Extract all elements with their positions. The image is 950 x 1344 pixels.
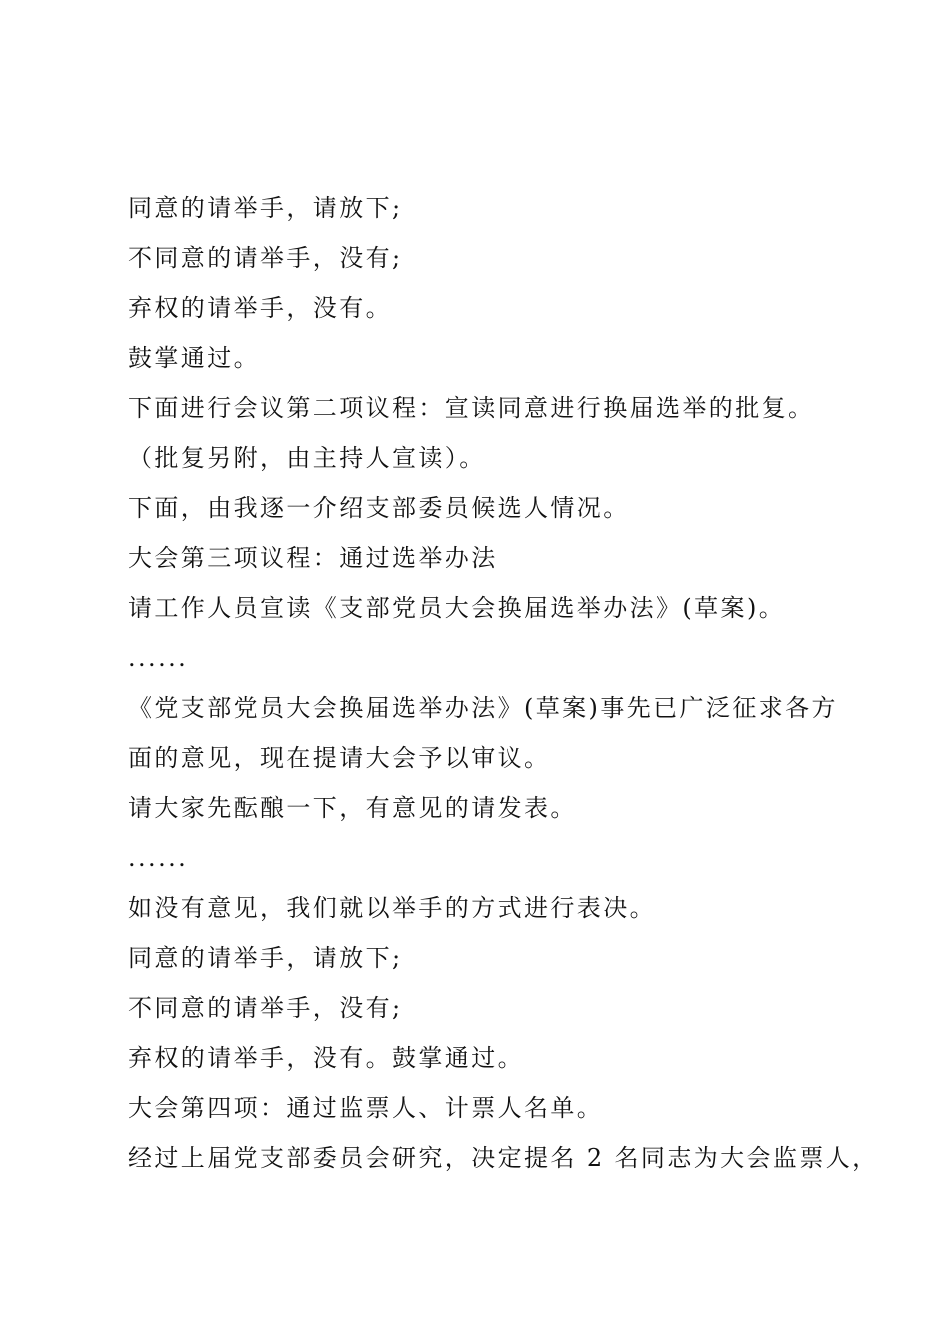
text-line: 不同意的请举手，没有; [128,244,403,272]
ellipsis-line: ...... [128,644,189,672]
text-line: 请工作人员宣读《支部党员大会换届选举办法》(草案)。 [128,594,786,622]
text-line: 同意的请举手，请放下; [128,194,403,222]
text-line: 如没有意见，我们就以举手的方式进行表决。 [128,894,656,922]
ellipsis-line: ...... [128,844,189,872]
text-line: 大会第四项：通过监票人、计票人名单。 [128,1094,604,1122]
text-line: 弃权的请举手，没有。 [128,294,392,322]
text-line: 请大家先酝酿一下，有意见的请发表。 [128,794,577,822]
text-line: （批复另附，由主持人宣读）。 [128,444,486,472]
text-line: 弃权的请举手，没有。鼓掌通过。 [128,1044,524,1072]
text-line: 下面，由我逐一介绍支部委员候选人情况。 [128,494,630,522]
text-line: 经过上届党支部委员会研究，决定提名 2 名同志为大会监票人， [128,1144,879,1172]
text-line: 大会第三项议程：通过选举办法 [128,544,498,572]
text-line: 鼓掌通过。 [128,344,260,372]
text-line: 不同意的请举手，没有; [128,994,403,1022]
document-body [128,183,879,1183]
text-line: 下面进行会议第二项议程：宣读同意进行换届选举的批复。 [128,394,815,422]
text-line: 同意的请举手，请放下; [128,944,403,972]
text-line: 面的意见，现在提请大会予以审议。 [128,744,551,772]
text-line: 《党支部党员大会换届选举办法》(草案)事先已广泛征求各方 [128,694,838,722]
